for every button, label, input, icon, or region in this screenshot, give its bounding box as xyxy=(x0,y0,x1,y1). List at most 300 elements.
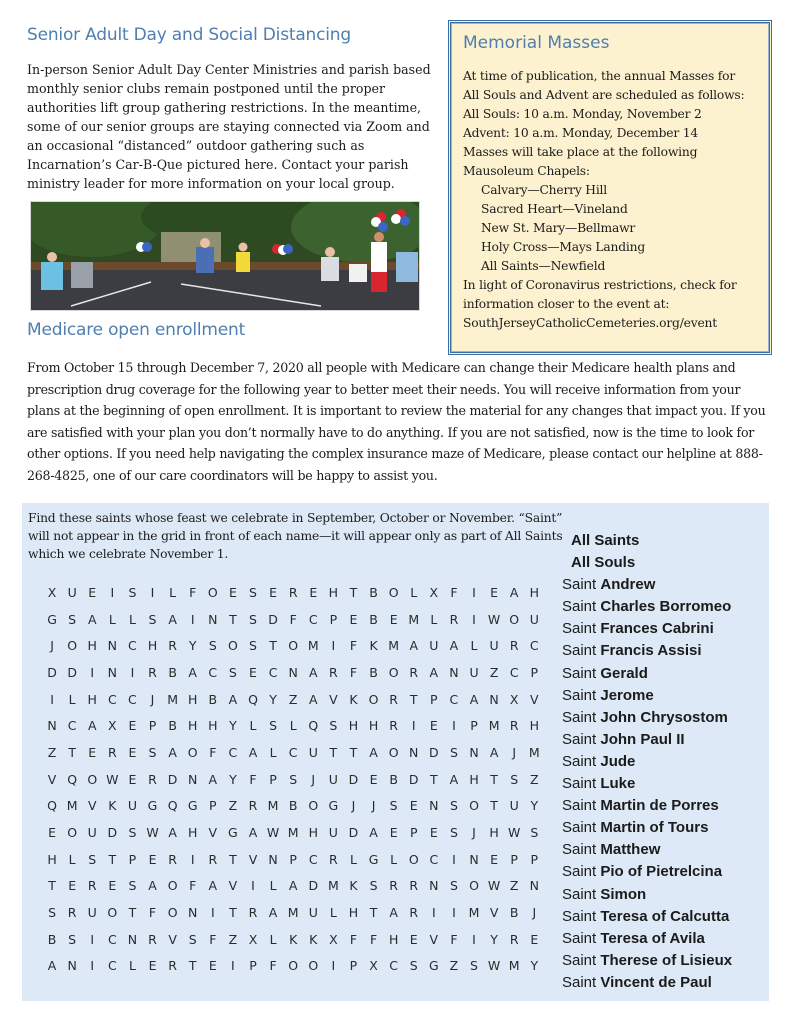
grid-letter[interactable]: C xyxy=(228,744,238,760)
grid-letter[interactable]: Q xyxy=(67,771,78,787)
grid-letter[interactable]: U xyxy=(67,584,77,600)
grid-letter[interactable]: R xyxy=(409,905,419,921)
grid-letter[interactable]: S xyxy=(249,638,257,654)
grid-letter[interactable]: N xyxy=(489,691,499,707)
grid-letter[interactable]: H xyxy=(388,931,399,947)
grid-letter[interactable]: N xyxy=(188,905,198,921)
grid-letter[interactable]: P xyxy=(470,718,478,734)
grid-letter[interactable]: R xyxy=(168,851,177,867)
grid-letter[interactable]: C xyxy=(288,744,298,760)
grid-letter[interactable]: C xyxy=(107,958,117,974)
grid-letter[interactable]: C xyxy=(67,718,77,734)
grid-letter[interactable]: L xyxy=(349,851,357,867)
grid-letter[interactable]: F xyxy=(349,664,358,680)
grid-letter[interactable]: O xyxy=(67,825,78,841)
grid-letter[interactable]: C xyxy=(529,638,539,654)
grid-letter[interactable]: O xyxy=(509,611,520,627)
grid-letter[interactable]: R xyxy=(509,638,519,654)
grid-letter[interactable]: I xyxy=(50,691,54,707)
grid-letter[interactable]: K xyxy=(349,878,358,894)
grid-letter[interactable]: V xyxy=(489,905,499,921)
grid-letter[interactable]: M xyxy=(488,718,500,734)
grid-letter[interactable]: R xyxy=(509,718,519,734)
grid-letter[interactable]: H xyxy=(47,851,57,867)
grid-letter[interactable]: H xyxy=(188,718,198,734)
grid-letter[interactable]: A xyxy=(389,905,398,921)
grid-letter[interactable]: B xyxy=(168,718,177,734)
grid-letter[interactable]: E xyxy=(309,584,318,600)
grid-letter[interactable]: L xyxy=(249,718,257,734)
grid-letter[interactable]: B xyxy=(288,798,298,814)
grid-letter[interactable]: O xyxy=(167,878,178,894)
grid-letter[interactable]: U xyxy=(429,638,439,654)
grid-letter[interactable]: A xyxy=(87,611,97,627)
grid-letter[interactable]: V xyxy=(329,691,338,707)
grid-letter[interactable]: H xyxy=(368,718,379,734)
grid-letter[interactable]: X xyxy=(248,931,258,947)
grid-letter[interactable]: A xyxy=(248,825,258,841)
grid-letter[interactable]: J xyxy=(472,825,476,841)
grid-letter[interactable]: G xyxy=(228,825,238,841)
grid-letter[interactable]: R xyxy=(148,771,157,787)
grid-letter[interactable]: I xyxy=(452,851,456,867)
grid-letter[interactable]: C xyxy=(389,958,398,974)
grid-letter[interactable]: M xyxy=(287,905,299,921)
grid-letter[interactable]: M xyxy=(408,611,420,627)
grid-letter[interactable]: R xyxy=(409,878,419,894)
grid-letter[interactable]: A xyxy=(208,878,218,894)
grid-letter[interactable]: E xyxy=(48,825,56,841)
grid-letter[interactable]: M xyxy=(468,905,480,921)
grid-letter[interactable]: N xyxy=(107,638,117,654)
grid-letter[interactable]: S xyxy=(329,718,338,734)
grid-letter[interactable]: I xyxy=(231,958,235,974)
grid-letter[interactable]: I xyxy=(331,958,336,974)
grid-letter[interactable]: A xyxy=(168,744,177,760)
grid-letter[interactable]: I xyxy=(110,584,115,600)
grid-letter[interactable]: V xyxy=(530,691,539,707)
grid-letter[interactable]: Z xyxy=(228,931,238,947)
grid-letter[interactable]: M xyxy=(167,691,178,707)
grid-letter[interactable]: S xyxy=(208,638,217,654)
grid-letter[interactable]: H xyxy=(489,825,499,841)
grid-letter[interactable]: S xyxy=(148,744,157,760)
grid-letter[interactable]: E xyxy=(208,958,217,974)
grid-letter[interactable]: R xyxy=(148,664,157,680)
grid-letter[interactable]: R xyxy=(389,691,398,707)
grid-letter[interactable]: A xyxy=(87,718,97,734)
grid-letter[interactable]: R xyxy=(168,958,177,974)
grid-letter[interactable]: R xyxy=(329,851,338,867)
grid-letter[interactable]: S xyxy=(148,611,157,627)
grid-letter[interactable]: T xyxy=(229,611,237,627)
grid-letter[interactable]: G xyxy=(328,798,339,814)
grid-letter[interactable]: J xyxy=(512,744,517,760)
grid-letter[interactable]: S xyxy=(289,771,298,787)
grid-letter[interactable]: U xyxy=(308,905,318,921)
grid-letter[interactable]: C xyxy=(429,851,439,867)
grid-letter[interactable]: N xyxy=(469,851,479,867)
grid-letter[interactable]: K xyxy=(108,798,117,814)
grid-letter[interactable]: V xyxy=(47,771,57,787)
grid-letter[interactable]: A xyxy=(47,958,57,974)
grid-letter[interactable]: Y xyxy=(530,798,539,814)
grid-letter[interactable]: Z xyxy=(47,744,57,760)
grid-letter[interactable]: T xyxy=(108,851,117,867)
grid-letter[interactable]: P xyxy=(530,664,539,680)
grid-letter[interactable]: V xyxy=(429,931,439,947)
grid-letter[interactable]: S xyxy=(128,584,137,600)
grid-letter[interactable]: P xyxy=(209,798,217,814)
grid-letter[interactable]: F xyxy=(269,958,277,974)
grid-letter[interactable]: E xyxy=(409,931,418,947)
grid-letter[interactable]: L xyxy=(430,611,438,627)
grid-letter[interactable]: N xyxy=(67,958,77,974)
grid-letter[interactable]: S xyxy=(449,825,458,841)
grid-letter[interactable]: C xyxy=(268,664,278,680)
grid-letter[interactable]: E xyxy=(148,958,157,974)
grid-letter[interactable]: O xyxy=(388,664,399,680)
grid-letter[interactable]: J xyxy=(371,798,376,814)
grid-letter[interactable]: R xyxy=(67,905,77,921)
grid-letter[interactable]: C xyxy=(128,638,137,654)
grid-letter[interactable]: P xyxy=(249,958,257,974)
grid-letter[interactable]: I xyxy=(472,931,476,947)
grid-letter[interactable]: E xyxy=(249,664,257,680)
grid-letter[interactable]: I xyxy=(90,958,95,974)
grid-letter[interactable]: A xyxy=(288,878,298,894)
grid-letter[interactable]: Q xyxy=(308,718,319,734)
grid-letter[interactable]: R xyxy=(107,744,117,760)
grid-letter[interactable]: Q xyxy=(167,798,178,814)
grid-letter[interactable]: E xyxy=(490,584,499,600)
grid-letter[interactable]: N xyxy=(429,878,439,894)
grid-letter[interactable]: V xyxy=(87,798,97,814)
grid-letter[interactable]: T xyxy=(430,771,438,787)
grid-letter[interactable]: D xyxy=(348,771,359,787)
grid-letter[interactable]: L xyxy=(269,878,277,894)
grid-letter[interactable]: E xyxy=(409,798,418,814)
grid-letter[interactable]: K xyxy=(349,691,358,707)
grid-letter[interactable]: S xyxy=(470,958,478,974)
grid-letter[interactable]: H xyxy=(87,638,97,654)
grid-letter[interactable]: E xyxy=(88,744,97,760)
grid-letter[interactable]: Q xyxy=(248,691,258,707)
grid-letter[interactable]: D xyxy=(429,744,439,760)
grid-letter[interactable]: N xyxy=(409,744,419,760)
grid-letter[interactable]: O xyxy=(368,691,379,707)
grid-letter[interactable]: R xyxy=(168,638,177,654)
grid-letter[interactable]: L xyxy=(128,611,136,627)
grid-letter[interactable]: Z xyxy=(288,691,298,707)
grid-letter[interactable]: F xyxy=(369,931,378,947)
grid-letter[interactable]: G xyxy=(47,611,57,627)
grid-letter[interactable]: O xyxy=(388,584,399,600)
grid-letter[interactable]: E xyxy=(108,878,117,894)
grid-letter[interactable]: H xyxy=(469,771,479,787)
grid-letter[interactable]: J xyxy=(150,691,155,707)
grid-letter[interactable]: X xyxy=(108,718,117,734)
grid-letter[interactable]: C xyxy=(107,691,117,707)
grid-letter[interactable]: S xyxy=(449,744,458,760)
grid-letter[interactable]: F xyxy=(289,611,297,627)
grid-letter[interactable]: F xyxy=(148,905,157,921)
grid-letter[interactable]: T xyxy=(229,851,237,867)
grid-letter[interactable]: V xyxy=(208,825,218,841)
grid-letter[interactable]: S xyxy=(369,878,378,894)
grid-letter[interactable]: S xyxy=(449,798,458,814)
grid-letter[interactable]: G xyxy=(428,958,439,974)
grid-letter[interactable]: P xyxy=(530,851,539,867)
grid-letter[interactable]: U xyxy=(469,664,479,680)
grid-letter[interactable]: M xyxy=(66,798,78,814)
grid-letter[interactable]: R xyxy=(449,611,459,627)
grid-letter[interactable]: U xyxy=(489,638,499,654)
grid-letter[interactable]: R xyxy=(389,878,398,894)
grid-letter[interactable]: G xyxy=(147,798,158,814)
grid-letter[interactable]: T xyxy=(369,905,378,921)
grid-letter[interactable]: P xyxy=(409,825,418,841)
grid-letter[interactable]: M xyxy=(267,798,279,814)
grid-letter[interactable]: T xyxy=(229,905,237,921)
grid-letter[interactable]: H xyxy=(87,691,97,707)
grid-letter[interactable]: L xyxy=(390,851,398,867)
grid-letter[interactable]: A xyxy=(469,691,479,707)
grid-letter[interactable]: I xyxy=(190,851,195,867)
grid-letter[interactable]: D xyxy=(408,771,419,787)
grid-letter[interactable]: M xyxy=(388,638,400,654)
grid-letter[interactable]: D xyxy=(107,825,118,841)
grid-letter[interactable]: A xyxy=(308,691,318,707)
grid-letter[interactable]: A xyxy=(148,878,157,894)
grid-letter[interactable]: O xyxy=(388,744,399,760)
grid-letter[interactable]: G xyxy=(187,798,198,814)
grid-letter[interactable]: C xyxy=(128,691,137,707)
grid-letter[interactable]: U xyxy=(328,771,338,787)
grid-letter[interactable]: Y xyxy=(530,958,539,974)
grid-letter[interactable]: O xyxy=(469,798,479,814)
grid-letter[interactable]: Q xyxy=(47,798,57,814)
grid-letter[interactable]: E xyxy=(228,584,237,600)
grid-letter[interactable]: N xyxy=(469,744,479,760)
grid-letter[interactable]: Y xyxy=(229,718,237,734)
grid-letter[interactable]: E xyxy=(429,718,438,734)
grid-letter[interactable]: T xyxy=(490,771,498,787)
grid-letter[interactable]: U xyxy=(308,744,318,760)
grid-letter[interactable]: B xyxy=(369,584,378,600)
grid-letter[interactable]: B xyxy=(369,611,378,627)
grid-letter[interactable]: A xyxy=(188,664,197,680)
grid-letter[interactable]: L xyxy=(269,931,277,947)
grid-letter[interactable]: R xyxy=(148,931,157,947)
grid-letter[interactable]: A xyxy=(369,825,378,841)
grid-letter[interactable]: I xyxy=(90,664,95,680)
grid-letter[interactable]: W xyxy=(487,611,501,627)
grid-letter[interactable]: N xyxy=(268,851,278,867)
grid-letter[interactable]: L xyxy=(108,611,116,627)
grid-letter[interactable]: I xyxy=(452,718,456,734)
grid-letter[interactable]: N xyxy=(107,664,117,680)
grid-letter[interactable]: S xyxy=(228,664,237,680)
grid-letter[interactable]: U xyxy=(529,611,539,627)
grid-letter[interactable]: D xyxy=(167,771,178,787)
grid-letter[interactable]: O xyxy=(87,771,98,787)
grid-letter[interactable]: Z xyxy=(228,798,238,814)
grid-letter[interactable]: J xyxy=(311,771,316,787)
grid-letter[interactable]: K xyxy=(369,638,378,654)
grid-letter[interactable]: N xyxy=(127,931,138,947)
grid-letter[interactable]: E xyxy=(530,931,539,947)
grid-letter[interactable]: P xyxy=(349,958,358,974)
grid-letter[interactable]: X xyxy=(509,691,519,707)
grid-letter[interactable]: M xyxy=(528,744,540,760)
grid-letter[interactable]: D xyxy=(47,664,57,680)
grid-letter[interactable]: E xyxy=(369,771,378,787)
grid-letter[interactable]: A xyxy=(308,664,318,680)
grid-letter[interactable]: E xyxy=(68,878,77,894)
grid-letter[interactable]: F xyxy=(209,744,217,760)
grid-letter[interactable]: X xyxy=(329,931,338,947)
grid-letter[interactable]: S xyxy=(249,584,257,600)
grid-letter[interactable]: W xyxy=(266,825,280,841)
grid-letter[interactable]: P xyxy=(329,611,338,627)
grid-letter[interactable]: E xyxy=(128,771,137,787)
grid-letter[interactable]: C xyxy=(308,851,318,867)
grid-letter[interactable]: H xyxy=(188,691,198,707)
grid-letter[interactable]: R xyxy=(248,905,258,921)
grid-letter[interactable]: S xyxy=(68,611,77,627)
grid-letter[interactable]: I xyxy=(210,905,215,921)
grid-letter[interactable]: B xyxy=(389,771,398,787)
grid-letter[interactable]: T xyxy=(490,798,498,814)
grid-letter[interactable]: X xyxy=(47,584,57,600)
grid-letter[interactable]: Z xyxy=(489,664,499,680)
grid-letter[interactable]: T xyxy=(409,691,418,707)
grid-letter[interactable]: L xyxy=(128,958,136,974)
grid-letter[interactable]: L xyxy=(410,584,418,600)
grid-letter[interactable]: A xyxy=(409,638,419,654)
grid-letter[interactable]: S xyxy=(510,771,519,787)
grid-letter[interactable]: T xyxy=(349,744,358,760)
grid-letter[interactable]: O xyxy=(308,958,319,974)
grid-letter[interactable]: S xyxy=(530,825,539,841)
grid-letter[interactable]: E xyxy=(389,825,398,841)
grid-letter[interactable]: U xyxy=(87,825,97,841)
grid-letter[interactable]: I xyxy=(331,638,336,654)
grid-letter[interactable]: S xyxy=(249,611,257,627)
grid-letter[interactable]: P xyxy=(430,691,438,707)
grid-letter[interactable]: E xyxy=(490,851,499,867)
grid-letter[interactable]: S xyxy=(269,718,278,734)
grid-letter[interactable]: O xyxy=(167,905,178,921)
grid-letter[interactable]: H xyxy=(348,905,359,921)
grid-letter[interactable]: W xyxy=(146,825,159,841)
grid-letter[interactable]: O xyxy=(227,638,238,654)
grid-letter[interactable]: T xyxy=(48,878,56,894)
grid-letter[interactable]: E xyxy=(429,825,438,841)
grid-letter[interactable]: U xyxy=(127,798,137,814)
grid-letter[interactable]: E xyxy=(349,611,358,627)
grid-letter[interactable]: N xyxy=(208,611,218,627)
grid-letter[interactable]: R xyxy=(389,718,398,734)
grid-letter[interactable]: S xyxy=(409,958,418,974)
grid-letter[interactable]: Y xyxy=(188,638,197,654)
grid-letter[interactable]: H xyxy=(348,718,359,734)
grid-letter[interactable]: L xyxy=(169,584,177,600)
grid-letter[interactable]: O xyxy=(67,638,78,654)
grid-letter[interactable]: N xyxy=(188,771,198,787)
grid-letter[interactable]: S xyxy=(68,931,77,947)
grid-letter[interactable]: D xyxy=(308,878,319,894)
grid-letter[interactable]: E xyxy=(128,744,137,760)
grid-letter[interactable]: S xyxy=(48,905,57,921)
grid-letter[interactable]: H xyxy=(147,638,158,654)
grid-letter[interactable]: I xyxy=(251,878,255,894)
grid-letter[interactable]: O xyxy=(107,905,118,921)
grid-letter[interactable]: A xyxy=(509,584,519,600)
grid-letter[interactable]: D xyxy=(67,664,77,680)
grid-letter[interactable]: R xyxy=(87,878,97,894)
grid-letter[interactable]: B xyxy=(47,931,57,947)
grid-letter[interactable]: O xyxy=(408,851,419,867)
grid-letter[interactable]: A xyxy=(168,825,177,841)
grid-letter[interactable]: P xyxy=(510,851,518,867)
grid-letter[interactable]: D xyxy=(268,611,278,627)
grid-letter[interactable]: H xyxy=(208,718,218,734)
grid-letter[interactable]: L xyxy=(68,851,76,867)
grid-letter[interactable]: O xyxy=(187,744,198,760)
grid-letter[interactable]: V xyxy=(168,931,177,947)
grid-letter[interactable]: C xyxy=(208,664,218,680)
grid-letter[interactable]: T xyxy=(128,905,137,921)
grid-letter[interactable]: F xyxy=(209,931,217,947)
grid-letter[interactable]: K xyxy=(309,931,318,947)
grid-letter[interactable]: A xyxy=(228,691,238,707)
grid-letter[interactable]: U xyxy=(509,798,519,814)
grid-letter[interactable]: F xyxy=(349,638,358,654)
grid-letter[interactable]: L xyxy=(470,638,478,654)
grid-letter[interactable]: Z xyxy=(509,878,519,894)
grid-letter[interactable]: I xyxy=(472,584,476,600)
grid-letter[interactable]: N xyxy=(47,718,57,734)
grid-letter[interactable]: S xyxy=(88,851,97,867)
grid-letter[interactable]: V xyxy=(228,878,238,894)
grid-letter[interactable]: A xyxy=(449,771,459,787)
grid-letter[interactable]: F xyxy=(249,771,257,787)
grid-letter[interactable]: O xyxy=(308,798,319,814)
grid-letter[interactable]: H xyxy=(188,825,198,841)
grid-letter[interactable]: A xyxy=(449,638,459,654)
grid-letter[interactable]: R xyxy=(409,664,419,680)
grid-letter[interactable]: I xyxy=(130,664,135,680)
grid-letter[interactable]: P xyxy=(148,718,157,734)
grid-letter[interactable]: N xyxy=(449,664,459,680)
grid-letter[interactable]: J xyxy=(50,638,54,654)
grid-letter[interactable]: A xyxy=(429,664,439,680)
grid-letter[interactable]: C xyxy=(107,931,117,947)
grid-letter[interactable]: H xyxy=(308,825,318,841)
grid-letter[interactable]: I xyxy=(472,611,476,627)
grid-letter[interactable]: S xyxy=(449,878,458,894)
grid-letter[interactable]: E xyxy=(88,584,97,600)
grid-letter[interactable]: E xyxy=(128,718,137,734)
grid-letter[interactable]: F xyxy=(189,584,197,600)
grid-letter[interactable]: N xyxy=(529,878,539,894)
grid-letter[interactable]: U xyxy=(87,905,97,921)
grid-letter[interactable]: M xyxy=(307,638,319,654)
grid-letter[interactable]: L xyxy=(68,691,76,707)
grid-letter[interactable]: Z xyxy=(530,771,539,787)
